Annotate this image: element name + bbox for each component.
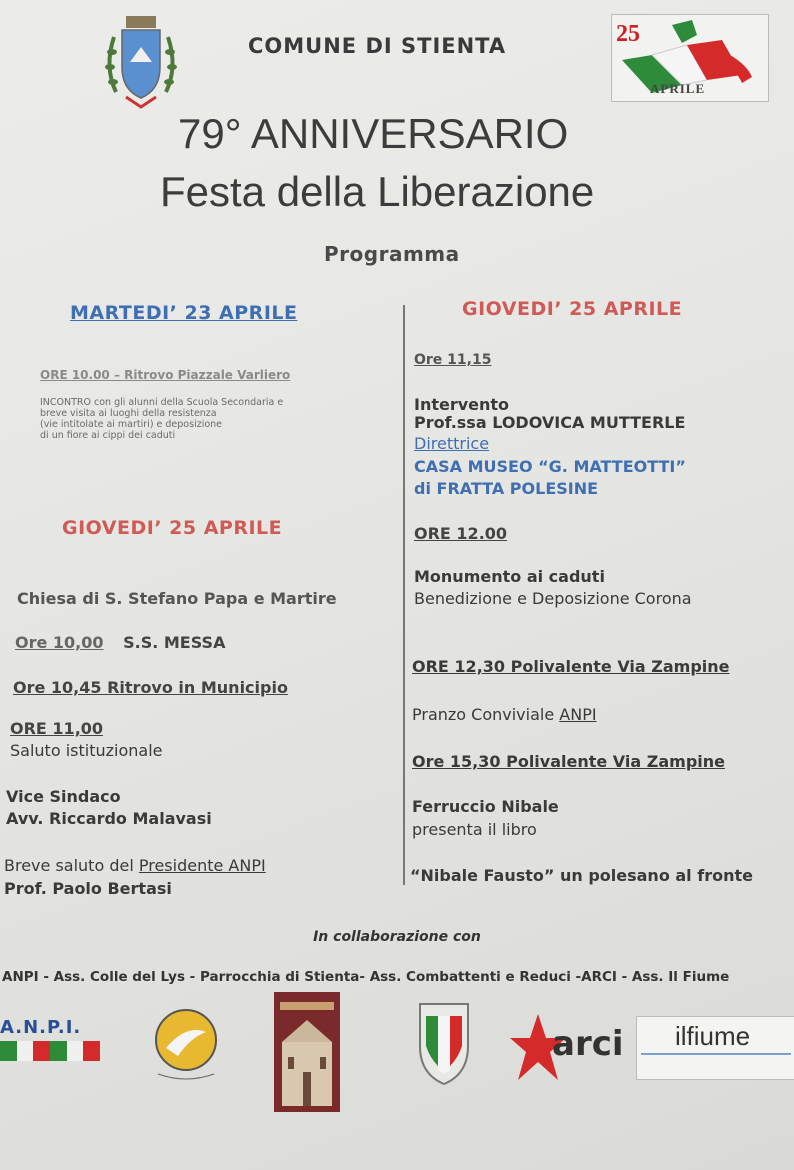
- book-title: “Nibale Fausto” un polesano al fronte: [410, 866, 753, 885]
- lunch: Pranzo Conviviale ANPI: [412, 705, 597, 724]
- president-line: Breve saluto del Presidente ANPI: [4, 856, 266, 875]
- right-time1: Ore 11,15: [414, 352, 492, 368]
- anpi-logo: A.N.P.I.: [0, 1017, 100, 1065]
- right-time3: ORE 12,30 Polivalente Via Zampine: [412, 657, 730, 676]
- title-line1: 79° ANNIVERSARIO: [178, 110, 569, 157]
- vice-role: Vice Sindaco: [6, 787, 121, 806]
- organization-name: COMUNE DI STIENTA: [248, 34, 507, 58]
- badge-label: APRILE: [650, 81, 706, 96]
- vice-name: Avv. Riccardo Malavasi: [6, 809, 212, 828]
- greet-label: Saluto istituzionale: [10, 741, 163, 760]
- associations-list: ANPI - Ass. Colle del Lys - Parrocchia di Stienta- Ass. Combattenti e Reduci -ARCI - Ass. Il Fiume: [2, 969, 730, 985]
- aprile-badge: [611, 14, 769, 102]
- monument-desc: Benedizione e Deposizione Corona: [414, 589, 692, 608]
- subtitle: Programma: [324, 242, 460, 266]
- church: Chiesa di S. Stefano Papa e Martire: [17, 589, 337, 608]
- speaker-role: Direttrice: [414, 434, 490, 453]
- speech: Intervento: [414, 395, 510, 414]
- museum: CASA MUSEO “G. MATTEOTTI”: [414, 457, 686, 476]
- greet-time: ORE 11,00: [10, 719, 104, 738]
- title-line2: Festa della Liberazione: [160, 168, 595, 215]
- colle-del-lys-logo-icon: [148, 1004, 228, 1084]
- left-day2-heading: GIOVEDI’ 25 APRILE: [62, 517, 283, 539]
- museum-place: di FRATTA POLESINE: [414, 479, 599, 498]
- il-fiume-logo: ilfiume: [636, 1016, 794, 1080]
- arci-logo: arci: [508, 1010, 618, 1084]
- monument: Monumento ai caduti: [414, 567, 605, 586]
- combattenti-reduci-shield-icon: [414, 996, 474, 1088]
- mass-row: [15, 633, 225, 652]
- right-time4: Ore 15,30 Polivalente Via Zampine: [412, 752, 726, 771]
- mass-label: S.S. MESSA: [123, 633, 226, 652]
- church-book-cover-icon: [274, 992, 340, 1112]
- mass-time: Ore 10,00: [15, 633, 104, 652]
- speaker: Prof.ssa LODOVICA MUTTERLE: [414, 413, 686, 432]
- president-name: Prof. Paolo Bertasi: [4, 879, 172, 898]
- right-day-heading: GIOVEDI’ 25 APRILE: [462, 298, 683, 320]
- left-day1-desc: INCONTRO con gli alunni della Scuola Secondaria e breve visita ai luoghi della resistenza (vie intitolate ai martiri) e deposizione di un fiore ai cippi dei caduti: [40, 397, 284, 441]
- badge-number: 25: [616, 21, 640, 47]
- right-time2: ORE 12.00: [414, 524, 508, 543]
- collab-label: In collaborazione con: [313, 929, 481, 945]
- left-day1-heading: MARTEDI’ 23 APRILE: [70, 302, 298, 324]
- author: Ferruccio Nibale: [412, 797, 559, 816]
- presents: presenta il libro: [412, 820, 537, 839]
- left-day1-time: ORE 10.00 – Ritrovo Piazzale Varliero: [40, 368, 291, 382]
- meet-municipio: Ore 10,45 Ritrovo in Municipio: [13, 678, 288, 697]
- coat-of-arms-icon: [96, 12, 186, 112]
- column-divider: [403, 305, 405, 885]
